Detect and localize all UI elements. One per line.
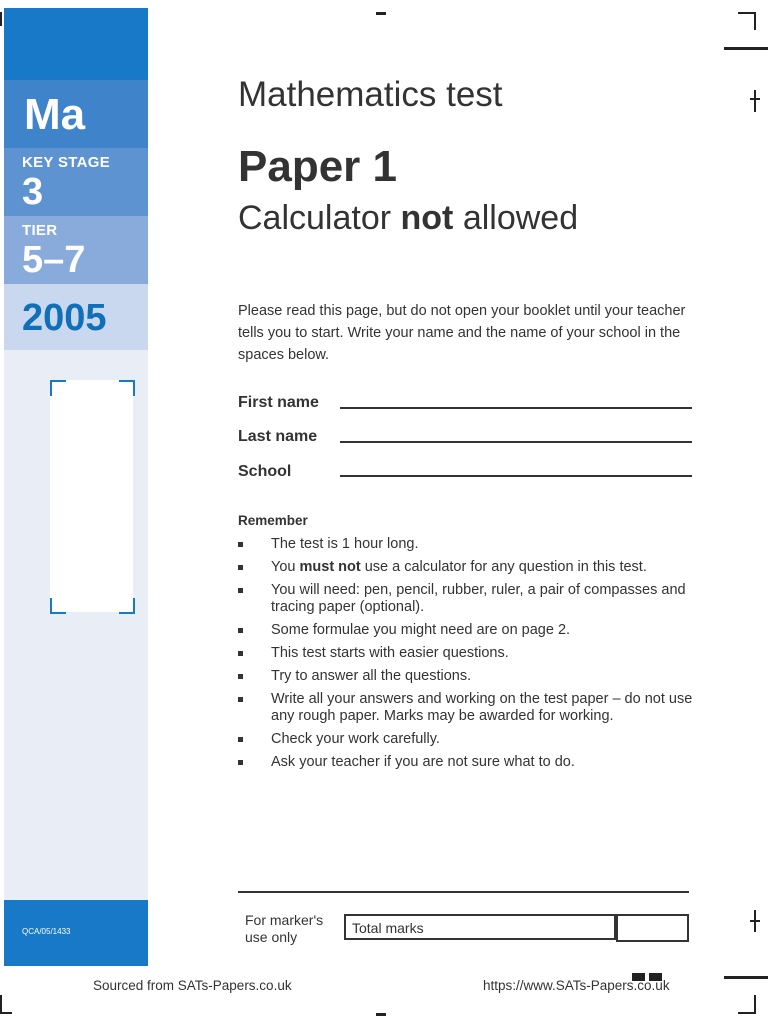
school-label: School (238, 463, 292, 480)
corner-mark-bottom-right (119, 598, 135, 614)
reg-mark-right-top-v (754, 90, 756, 112)
last-name-label: Last name (238, 428, 318, 445)
calculator-notice-suffix: allowed (453, 199, 579, 237)
corner-mark-top-right (119, 380, 135, 396)
list-item (238, 668, 708, 685)
total-marks-label: Total marks (352, 920, 424, 936)
code-block (4, 900, 148, 966)
year-block (4, 284, 148, 350)
label-box (50, 380, 133, 612)
first-name-field[interactable] (340, 407, 692, 409)
bullet-icon (238, 588, 243, 593)
bullet-icon (238, 651, 243, 656)
divider (238, 891, 689, 893)
list-item (238, 691, 708, 725)
list-item-text: You (271, 559, 300, 575)
subject-code: Ma (24, 90, 86, 139)
last-name-field[interactable] (340, 441, 692, 443)
remember-heading: Remember (238, 513, 308, 528)
crop-mark-top-left-v (0, 12, 2, 26)
list-item (238, 754, 708, 771)
list-item (238, 731, 708, 748)
key-stage-block (4, 148, 148, 216)
list-item-text: use a calculator for any question in this test. (360, 559, 647, 575)
crop-mark-bottom-left-v (0, 995, 2, 1013)
subject-block (4, 80, 148, 148)
calculator-notice (238, 196, 578, 240)
crop-mark-top (376, 12, 386, 15)
test-title: Mathematics test (238, 75, 503, 114)
marker-label: For marker's use only (245, 912, 324, 945)
list-item-text: Write all your answers and working on the test paper – do not use any rough paper. Marks may be awarded for working. (271, 691, 693, 724)
calculator-notice-bold: not (400, 199, 454, 237)
bullet-icon (238, 697, 243, 702)
list-item (238, 582, 708, 616)
total-marks-field[interactable] (616, 914, 689, 942)
list-item-text: This test starts with easier questions. (271, 645, 509, 661)
key-stage-label: KEY STAGE (22, 154, 110, 171)
list-item (238, 559, 708, 576)
list-item (238, 536, 708, 553)
list-item-text: Try to answer all the questions. (271, 668, 472, 684)
footer-source: Sourced from SATs-Papers.co.uk (93, 978, 292, 993)
bullet-icon (238, 737, 243, 742)
bullet-icon (238, 565, 243, 570)
bullet-icon (238, 760, 243, 765)
sidebar-top-block (4, 8, 148, 80)
crop-mark-right-bar-top (724, 47, 768, 50)
first-name-label: First name (238, 394, 319, 411)
crop-mark-bottom (376, 1013, 386, 1016)
key-stage-value: 3 (22, 171, 44, 213)
tier-label: TIER (22, 222, 58, 239)
school-field[interactable] (340, 475, 692, 477)
footer-url[interactable]: https://www.SATs-Papers.co.uk (483, 978, 670, 993)
paper-title: Paper 1 (238, 142, 397, 191)
list-item-text: Some formulae you might need are on page 2. (271, 622, 571, 638)
crop-mark-bottom-left-h (0, 1012, 12, 1014)
list-item-text: The test is 1 hour long. (271, 536, 419, 552)
list-item-text: Check your work carefully. (271, 731, 440, 747)
reg-mark-right-bottom-v (754, 910, 756, 932)
crop-mark-bottom-right-v (754, 995, 756, 1013)
crop-mark-top-right-v (754, 12, 756, 30)
instructions-intro: Please read this page, but do not open your booklet until your teacher tells you to start. Write your name and the name of your school in the spaces below. (238, 303, 686, 363)
corner-mark-top-left (50, 380, 66, 396)
paper-code: QCA/05/1433 (22, 927, 71, 936)
tier-value: 5–7 (22, 239, 86, 281)
list-item-text: Ask your teacher if you are not sure what to do. (271, 754, 575, 770)
crop-mark-bottom-right-h (738, 1012, 756, 1014)
tier-block (4, 216, 148, 284)
bullet-icon (238, 542, 243, 547)
list-item (238, 645, 708, 662)
calculator-notice-prefix: Calculator (238, 199, 401, 237)
remember-list (238, 536, 708, 777)
bullet-icon (238, 628, 243, 633)
year: 2005 (22, 297, 107, 339)
list-item-bold-text: must not (299, 559, 361, 575)
list-item-text: You will need: pen, pencil, rubber, ruler, a pair of compasses and tracing paper (optional). (271, 582, 686, 615)
bullet-icon (238, 674, 243, 679)
total-marks-box (344, 914, 616, 940)
corner-mark-bottom-left (50, 598, 66, 614)
list-item (238, 622, 708, 639)
crop-mark-right-bar-bottom (724, 976, 768, 979)
